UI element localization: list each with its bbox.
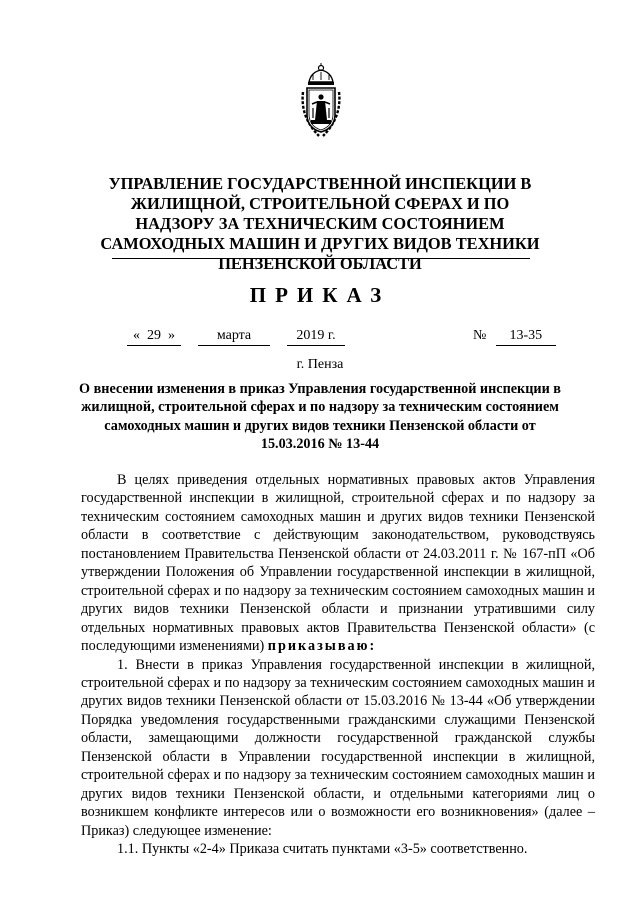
document-type-title: ПРИКАЗ: [249, 283, 391, 307]
date-close-quote: »: [168, 328, 175, 343]
order-body: [81, 471, 595, 859]
date-day-value: 29: [147, 328, 161, 343]
city-name: г. Пенза: [296, 357, 344, 372]
order-subject: О внесении изменения в приказ Управления государственной инспекции в жилищной, строительной сферах и по надзору за техническим состоянием самоходных машин и других видов техники Пензенской области от 15.03.2016 № 13-44: [79, 381, 561, 453]
date-year: [287, 327, 345, 346]
date-open-quote: «: [133, 328, 140, 343]
document-number-value: 13-35: [496, 327, 556, 346]
body-paragraph-1: [81, 471, 595, 656]
preamble-text: В целях приведения отдельных нормативных правовых актов Управления государственной инспекции в жилищной, строительной сферах и по надзору за техническим состоянием самоходных машин и других видов техники Пензенской области в соответствие с действующим законодательством, руководствуясь постановлением Правительства Пензенской области от 24.03.2011 г. № 167-пП «Об утверждении Положения об Управлении государственной инспекции в жилищной, строительной сферах и по надзору за техническим состоянием самоходных машин и других видов техники Пензенской области и признании утратившими силу отдельных нормативных правовых актов Правительства Пензенской области» (с последующими изменениями): [81, 472, 595, 655]
document-number: [473, 327, 556, 346]
header-divider: [112, 258, 530, 259]
date-year-value: 2019 г.: [287, 327, 345, 346]
number-sign: №: [473, 328, 487, 343]
date-month-value: марта: [198, 327, 270, 346]
body-paragraph-2: 1. Внести в приказ Управления государственной инспекции в жилищной, строительной сферах и по надзору за техническим состоянием самоходных машин и других видов техники Пензенской области от 15.03.2016 № 13-44 «Об утверждении Порядка уведомления государственными гражданскими служащими Пензенской области, замещающими должности государственной гражданской службы Пензенской области в Управлении государственной инспекции в жилищной, строительной сферах и по надзору за техническим состоянием самоходных машин и других видов техники Пензенской области, и отдельными категориями лиц о возникшем конфликте интересов или о возможности его возникновения» (далее – Приказ) следующее изменение:: [81, 656, 595, 839]
order-keyword: приказываю:: [267, 638, 377, 655]
organization-name: УПРАВЛЕНИЕ ГОСУДАРСТВЕННОЙ ИНСПЕКЦИИ В ЖИЛИЩНОЙ, СТРОИТЕЛЬНОЙ СФЕРАХ И ПО НАДЗОРУ ЗА ТЕХНИЧЕСКИМ СОСТОЯНИЕМ САМОХОДНЫХ МАШИН И ДРУГИХ ВИДОВ ТЕХНИКИ ПЕНЗЕНСКОЙ ОБЛАСТИ: [100, 174, 540, 273]
body-paragraph-3: 1.1. Пункты «2-4» Приказа считать пунктами «3-5» соответственно.: [117, 841, 528, 858]
date-day-field: [127, 327, 181, 346]
date-day: [127, 327, 181, 346]
date-month: [198, 327, 270, 346]
coat-of-arms-emblem: [299, 62, 343, 142]
